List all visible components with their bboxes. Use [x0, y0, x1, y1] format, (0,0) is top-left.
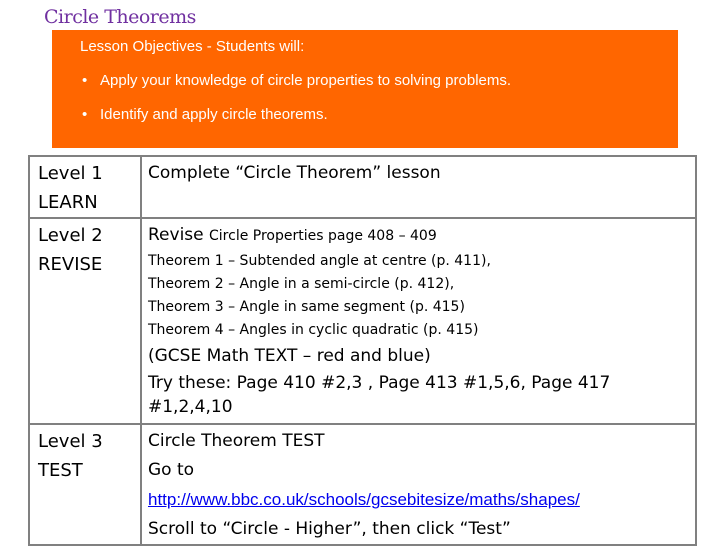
level-name: Level 3: [38, 431, 103, 452]
level-tag: TEST: [38, 460, 83, 481]
theorem-line: Theorem 1 – Subtended angle at centre (p. 411),: [148, 253, 491, 269]
scroll-instruction: Scroll to “Circle - Higher”, then click “Test”: [148, 519, 511, 539]
revise-label: Revise: [148, 225, 210, 245]
page-title: Circle Theorems: [44, 6, 196, 28]
theorem-line: Theorem 3 – Angle in same segment (p. 415): [148, 299, 465, 315]
objective-item: [80, 106, 678, 123]
table-row: [29, 424, 696, 545]
table-row: [29, 156, 696, 218]
revise-heading: [148, 221, 695, 250]
go-to-text: Go to: [148, 460, 195, 480]
level-content: [141, 156, 696, 218]
level-name: Level 1: [38, 163, 103, 184]
levels-table: [28, 155, 697, 546]
objective-text: Identify and apply circle theorems.: [100, 106, 328, 123]
level-tag: REVISE: [38, 254, 103, 275]
level-cell: [29, 218, 141, 424]
level-name: Level 2: [38, 225, 103, 246]
table-row: [29, 218, 696, 424]
bullet: •: [82, 72, 88, 89]
bullet: •: [82, 106, 88, 123]
lesson-text: Complete “Circle Theorem” lesson: [148, 163, 441, 183]
level-content: [141, 424, 696, 545]
level-cell: [29, 156, 141, 218]
theorem-line: Theorem 4 – Angles in cyclic quadratic (p. 415): [148, 322, 479, 338]
level-tag: LEARN: [38, 192, 98, 213]
theorem-line: Theorem 2 – Angle in a semi-circle (p. 412),: [148, 276, 455, 292]
bbc-link[interactable]: http://www.bbc.co.uk/schools/gcsebitesize/maths/shapes/: [148, 490, 580, 509]
objectives-heading: Lesson Objectives - Students will:: [80, 38, 305, 55]
test-title: Circle Theorem TEST: [148, 431, 325, 451]
objective-text: Apply your knowledge of circle properties to solving problems.: [100, 72, 512, 89]
gcse-text: (GCSE Math TEXT – red and blue): [148, 346, 431, 366]
revise-pages: Circle Properties page 408 – 409: [209, 228, 437, 244]
objectives-box: [52, 30, 678, 148]
objective-item: [80, 72, 678, 89]
try-text: Try these: Page 410 #2,3 , Page 413 #1,5,6, Page 417 #1,2,4,10: [148, 373, 611, 417]
level-content: [141, 218, 696, 424]
level-cell: [29, 424, 141, 545]
